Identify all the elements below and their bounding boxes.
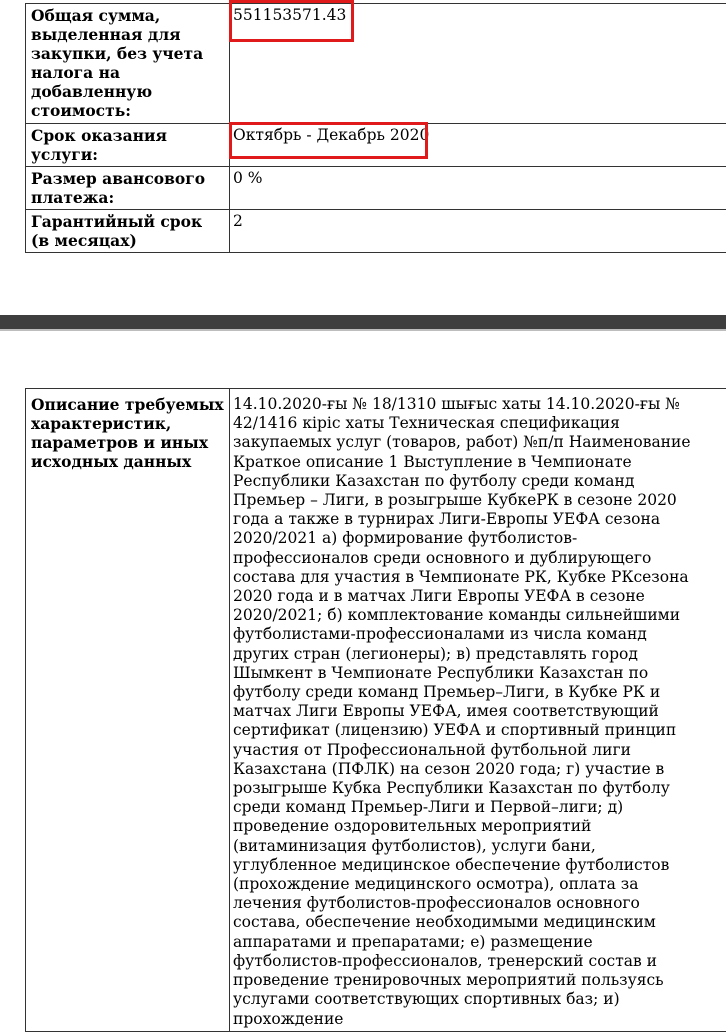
description-text: 14.10.2020-ғы № 18/1310 шығыс хаты 14.10.2020-ғы № 42/1416 кіріс хаты Техническая спецификация закупаемых услуг (товаров, работ) №п/п Наименование Краткое описание 1 Выступление в Чемпионате Республики Казахстан по футболу среди команд Премьер – Лиги, в розыгрыше КубкеРК в сезоне 2020 года а также в турнирах Лиги-Европы УЕФА сезона 2020/2021 а) формирование футболистов-профессионалов среди основного и дублирующего состава для участия в Чемпионате РК, Кубке РКсезона 2020 года и в матчах Лиги Европы УЕФА в сезоне 2020/2021; б) комплектование команды сильнейшими футболистами-профессионалами из числа команд других стран (легионеры); в) представлять город Шымкент в Чемпионате Республики Казахстан по футболу среди команд Премьер–Лиги, в Кубке РК и матчах Лиги Европы УЕФА, имея соответствующий сертификат (лицензию) УЕФА и спортивный принцип участия от Профессиональной футбольной лиги Казахстана (ПФЛК) на сезон 2020 года; г) участие в розыгрыше Кубка Республики Казахстан по футболу среди команд Премьер-Лиги и Первой–лиги; д) проведение оздоровительных мероприятий (витаминизация футболистов), услуги бани, углубленное медицинское обеспечение футболистов (прохождение медицинского осмотра), оплата за лечения футболистов-профессионалов основного состава, обеспечение необходимыми медицинским аппаратами и препаратами; е) размещение футболистов-профессионалов, тренерский состав и проведение тренировочных мероприятий пользуясь услугами соответствующих спортивных баз; и) прохождение	[230, 389, 726, 1032]
table-row	[26, 124, 726, 167]
warranty-period-value: 2	[230, 210, 726, 253]
advance-payment-label: Размер авансового платежа:	[26, 167, 230, 210]
table-row	[26, 210, 726, 253]
description-label: Описание требуемых характеристик, параметров и иных исходных данных	[26, 389, 230, 1032]
service-term-label: Срок оказания услуги:	[26, 124, 230, 167]
page-separator	[0, 315, 726, 329]
total-amount-value: 551153571.43	[230, 4, 726, 124]
service-term-value: Октябрь - Декабрь 2020	[230, 124, 726, 167]
table-row	[26, 389, 726, 1032]
procurement-info-table	[25, 3, 726, 253]
warranty-period-label: Гарантийный срок (в месяцах)	[26, 210, 230, 253]
advance-payment-value: 0 %	[230, 167, 726, 210]
total-amount-label: Общая сумма, выделенная для закупки, без учета налога на добавленную стоимость:	[26, 4, 230, 124]
page-separator-shadow	[0, 329, 726, 331]
table-row	[26, 4, 726, 124]
table-row	[26, 167, 726, 210]
description-table	[25, 388, 726, 1032]
